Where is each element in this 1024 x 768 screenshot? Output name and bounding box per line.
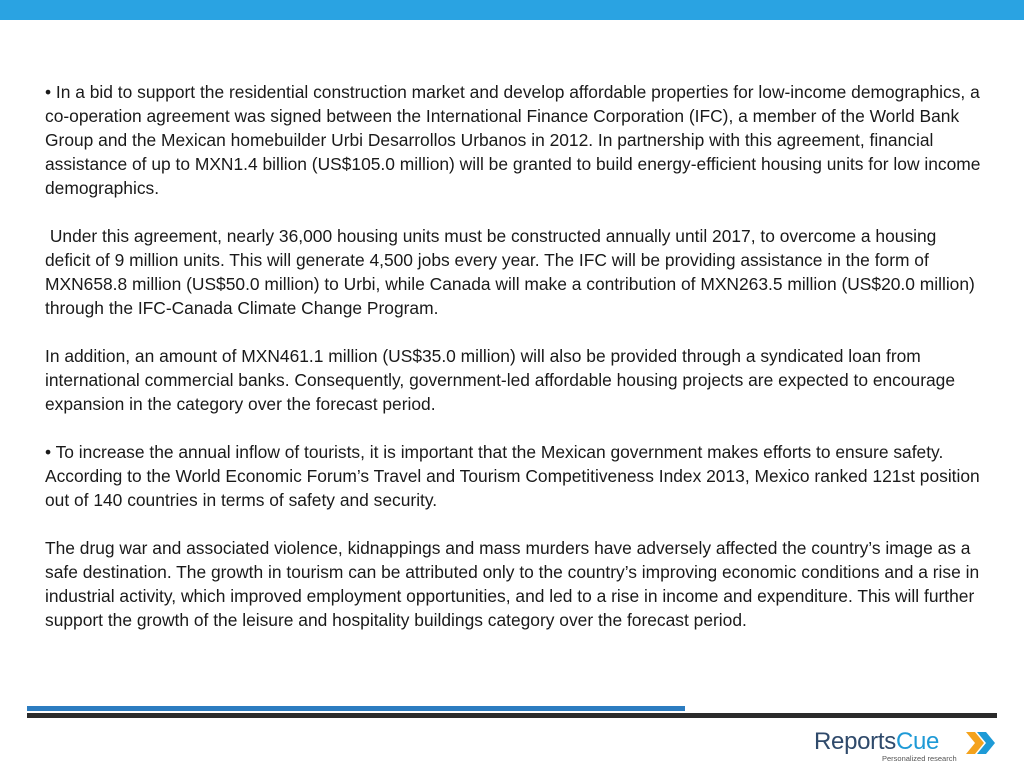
paragraph-housing-agreement: • In a bid to support the residential construction market and develop affordable properties for low-income demographics, a co-operation agreement was signed between the International Finance Corporation (IFC), a member of the World Bank Group and the Mexican homebuilder Urbi Desarrollos Urbanos in 2012. In partnership with this agreement, financial assistance of up to MXN1.4 billion (US$105.0 million) will be granted to build energy-efficient housing units for low income demographics.	[45, 82, 986, 198]
slide-body	[45, 80, 985, 656]
logo-wordmark	[814, 728, 939, 756]
logo-text-cue: Cue	[895, 728, 940, 755]
double-chevron-right-icon	[964, 730, 998, 756]
footer-divider-dark	[27, 713, 997, 718]
paragraph-drug-war: The drug war and associated violence, kidnappings and mass murders have adversely affected the country’s image as a safe destination. The growth in tourism can be attributed only to the country’s improving economic conditions and a rise in industrial activity, which improved employment opportunities, and led to a rise in income and expenditure. This will further support the growth of the leisure and hospitality buildings category over the forecast period.	[45, 538, 984, 630]
paragraph-syndicated-loan: In addition, an amount of MXN461.1 million (US$35.0 million) will also be provided through a syndicated loan from international commercial banks. Consequently, government-led affordable housing projects are expected to encourage expansion in the category over the forecast period.	[45, 346, 960, 414]
logo-tagline: Personalized research	[882, 754, 957, 763]
logo-text-reports: Reports	[814, 728, 896, 755]
paragraph-housing-units: Under this agreement, nearly 36,000 housing units must be constructed annually until 2017, to overcome a housing deficit of 9 million units. This will generate 4,500 jobs every year. The IFC will be providing assistance in the form of MXN658.8 million (US$50.0 million) to Urbi, while Canada will make a contribution of MXN263.5 million (US$20.0 million) through the IFC-Canada Climate Change Program.	[45, 226, 980, 318]
footer-divider-blue	[27, 706, 685, 711]
top-accent-bar	[0, 0, 1024, 20]
paragraph-tourism-safety: • To increase the annual inflow of tourists, it is important that the Mexican government makes efforts to ensure safety. According to the World Economic Forum’s Travel and Tourism Competitiveness Index 2013, Mexico ranked 121st position out of 140 countries in terms of safety and security.	[45, 442, 985, 510]
reportscue-logo	[814, 728, 1004, 766]
